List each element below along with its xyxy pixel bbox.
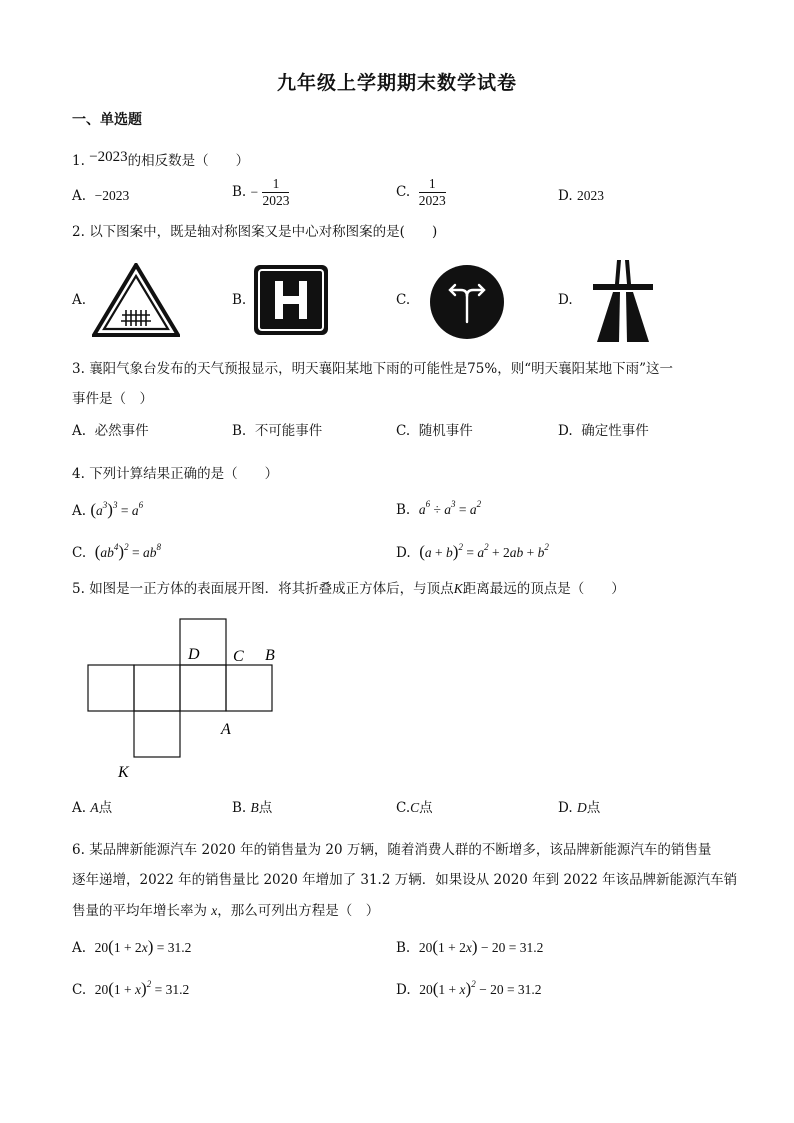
question-text: 下列计算结果正确的是（ ） [89, 466, 279, 482]
question-text: 以下图案中，既是轴对称图案又是中心对称图案的是( ) [89, 224, 438, 240]
option-b-label[interactable]: B. [232, 292, 247, 308]
option-formula: $20(1 + x)^2 = 31.2$ [94, 979, 190, 998]
option-formula: 20(1 + 2x) − 20 = 31.2 [418, 937, 544, 956]
option-formula: 20(1 + 2x) = 31.2 [94, 937, 192, 956]
question-text: 售量的平均年增长率为 [72, 903, 207, 919]
option-a[interactable] [72, 186, 129, 206]
vertex-label-a: A [221, 721, 231, 738]
option-a-label[interactable]: A. [72, 292, 87, 308]
option-formula: $(ab^4)^2 = ab^8$ [94, 542, 161, 561]
option-label: C. [396, 423, 411, 439]
cube-net-figure [84, 614, 298, 784]
option-formula: $(a^3)^3 = a^6$ [90, 500, 144, 519]
denominator: 2023 [418, 193, 446, 208]
question-number: 4. [72, 466, 85, 482]
option-b[interactable] [396, 500, 481, 520]
option-label: D. [558, 800, 573, 816]
vertex-label-b: B [265, 647, 275, 664]
option-a[interactable] [72, 500, 143, 521]
question-number: 5. [72, 581, 85, 597]
turn-left-or-right-sign-icon [429, 264, 505, 340]
option-b[interactable] [232, 176, 289, 209]
numerator: 1 [262, 176, 289, 193]
option-a[interactable] [72, 798, 112, 818]
question-number: 6. [72, 842, 85, 858]
option-text: 必然事件 [94, 423, 149, 439]
option-label: A. [72, 188, 87, 204]
option-c[interactable] [72, 542, 161, 563]
option-label: A. [72, 800, 87, 816]
question-2 [72, 222, 437, 242]
option-label: B. [396, 940, 411, 956]
option-c-label[interactable]: C. [396, 292, 411, 308]
option-label: D. [558, 188, 573, 204]
option-d[interactable] [396, 979, 542, 1000]
option-var: D [576, 800, 587, 815]
option-d[interactable] [558, 186, 604, 206]
option-text: 不可能事件 [254, 423, 323, 439]
option-c[interactable] [396, 176, 446, 209]
question-3 [72, 359, 673, 379]
question-5 [72, 579, 625, 599]
question-text: 某品牌新能源汽车 2020 年的销售量为 20 万辆，随着消费人群的不断增多，该品牌新能源汽车的销售量 [89, 842, 712, 858]
option-d[interactable] [558, 798, 600, 818]
option-text: 随机事件 [418, 423, 473, 439]
denominator: 2023 [262, 193, 290, 208]
option-b[interactable] [232, 798, 272, 818]
railway-crossing-warning-sign-icon [92, 263, 180, 337]
vertex-label-k: K [118, 764, 129, 781]
fraction [262, 176, 289, 209]
option-var: A [90, 800, 99, 815]
option-value: −2023 [94, 188, 130, 203]
option-label: C. [396, 184, 411, 200]
question-text-end: ，那么可列出方程是（ ） [217, 903, 380, 919]
question-text: 的相反数是（ ） [127, 153, 250, 169]
option-label: B. [232, 184, 247, 200]
option-label: C. [72, 545, 87, 561]
option-d[interactable] [396, 542, 549, 563]
option-text: 确定性事件 [581, 423, 649, 439]
numerator: 1 [419, 176, 446, 193]
expressway-sign-icon [593, 258, 653, 342]
question-number: 1. [72, 153, 85, 169]
question-6-line-2: 逐年递增，2022 年的销售量比 2020 年增加了 31.2 万辆．如果设从 2020 年到 2022 年该品牌新能源汽车销 [72, 872, 738, 888]
option-label: B. [396, 502, 411, 518]
option-text: 点 [586, 800, 601, 816]
option-label: D. [396, 545, 411, 561]
question-number: 3. [72, 361, 85, 377]
section-heading: 一、单选题 [72, 112, 142, 128]
question-expression: −2023 [89, 149, 128, 165]
vertex-k: K [453, 581, 463, 596]
option-c[interactable] [396, 798, 433, 818]
option-label: D. [558, 423, 573, 439]
page-title: 九年级上学期期末数学试卷 [276, 72, 517, 94]
vertex-label-c: C [233, 648, 244, 665]
question-text: 如图是一正方体的表面展开图．将其折叠成正方体后，与顶点 [89, 581, 454, 597]
option-var: B [250, 800, 259, 815]
option-label: A. [72, 423, 87, 439]
option-formula: $20(1 + x)^2 - 20 = 31.2$ [419, 979, 542, 998]
option-formula: $(a + b)^2 = a^2 + 2ab + b^2$ [419, 542, 549, 561]
variable-x: x [211, 903, 218, 918]
option-a[interactable] [72, 421, 149, 441]
option-text: 点 [98, 800, 113, 816]
option-label: D. [396, 982, 411, 998]
option-a[interactable] [72, 937, 191, 958]
question-text: 襄阳气象台发布的天气预报显示，明天襄阳某地下雨的可能性是75%，则“明天襄阳某地下雨”这一 [89, 361, 673, 377]
question-text-end: 距离最远的顶点是（ ） [462, 581, 625, 597]
question-3-line-2: 事件是（ ） [72, 391, 153, 407]
option-c[interactable] [396, 421, 473, 441]
option-label: A. [72, 503, 87, 519]
option-formula: $a^6 \div a^3 = a^2$ [418, 499, 482, 517]
option-label: B. [232, 800, 247, 816]
question-6-line-3 [72, 901, 379, 921]
option-c[interactable] [72, 979, 189, 1000]
option-value: 2023 [576, 188, 604, 203]
question-number: 2. [72, 224, 85, 240]
option-label: C. [72, 982, 87, 998]
option-label: B. [232, 423, 247, 439]
option-label: A. [72, 940, 87, 956]
vertex-label-d: D [188, 646, 200, 663]
question-1 [72, 147, 249, 171]
fraction [419, 176, 446, 209]
option-text: 点 [419, 800, 433, 816]
minus-sign: − [250, 184, 259, 200]
option-label: C. [396, 800, 411, 816]
hospital-h-sign-icon [253, 264, 329, 336]
option-text: 点 [258, 800, 273, 816]
question-4 [72, 464, 278, 484]
question-6 [72, 840, 711, 860]
option-d[interactable] [558, 421, 649, 441]
option-b[interactable] [232, 421, 322, 441]
option-var: C [410, 800, 420, 815]
option-d-label[interactable]: D. [558, 292, 573, 308]
option-b[interactable] [396, 937, 543, 958]
